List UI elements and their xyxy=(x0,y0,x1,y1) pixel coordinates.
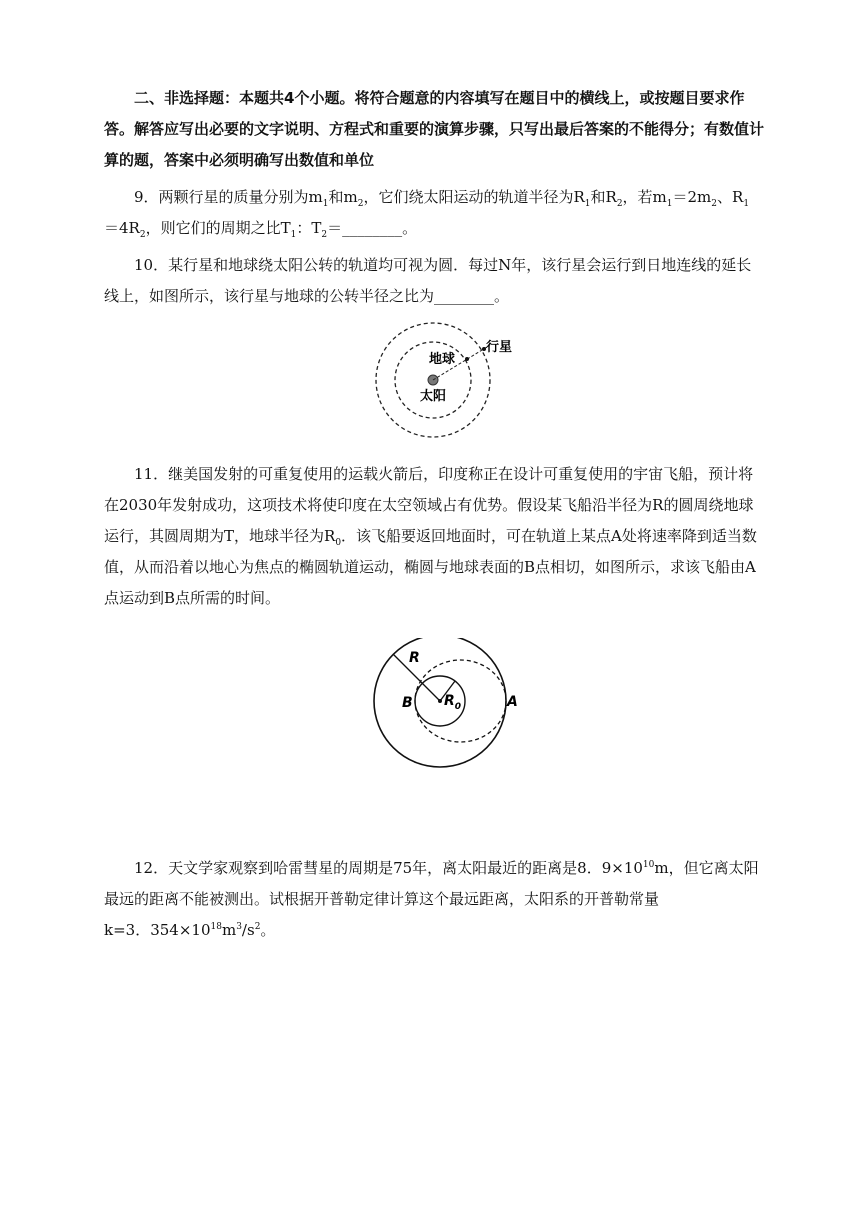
transfer-ellipse xyxy=(415,660,506,742)
q9-sub: 1 xyxy=(290,230,297,240)
earth-label: 地球 xyxy=(429,352,456,367)
q12-text: m xyxy=(221,921,237,939)
R0-label xyxy=(444,693,461,712)
R0-label-main: R xyxy=(444,693,455,709)
B-label: B xyxy=(402,695,413,711)
R0-label-sub: 0 xyxy=(454,702,462,712)
sun-label: 太阳 xyxy=(420,389,447,404)
earth-dot xyxy=(465,357,469,361)
question-11 xyxy=(104,459,764,614)
A-label: A xyxy=(507,694,518,710)
q9-text: ，若m xyxy=(622,188,667,206)
ellipse-orbit-figure xyxy=(370,638,520,768)
q12-text: m，但它离太阳最远的距离不能被测出。试根据开普勒定律计算这个最远距离，太阳系的开普勒常量 xyxy=(104,859,759,908)
q9-text: ，它们绕太阳运动的轨道半径为R xyxy=(363,188,585,206)
q11-text: ．该飞船要返回地面时，可在轨道上某点A处将速率降到适当数值，从而沿着以地心为焦点的椭圆轨道运动，椭圆与地球表面的B点相切，如图所示，求该飞船由A点运动到B点所需的时间。 xyxy=(104,527,757,607)
q9-text: 和m xyxy=(328,188,358,206)
q12-sup: 3 xyxy=(236,922,242,932)
q12-text: k=3．354×10 xyxy=(104,921,211,939)
q12-text: 12．天文学家观察到哈雷彗星的周期是75年，离太阳最近的距离是8．9×10 xyxy=(134,859,643,877)
q9-text: ＝4R xyxy=(104,219,140,237)
orbit-figure xyxy=(374,320,514,442)
q9-sub: 2 xyxy=(139,230,146,240)
q12-sup: 2 xyxy=(254,922,261,932)
q9-sub: 1 xyxy=(666,199,673,209)
R-label: R xyxy=(409,650,420,666)
q9-sub: 1 xyxy=(584,199,591,209)
q12-text: 。 xyxy=(260,921,276,939)
q9-sub: 2 xyxy=(321,230,328,240)
q9-text: ，则它们的周期之比T xyxy=(145,219,291,237)
q9-sub: 2 xyxy=(711,199,718,209)
q12-sup: 18 xyxy=(210,922,222,932)
q12-text: /s xyxy=(241,921,255,939)
planet-label: 行星 xyxy=(486,340,513,355)
q9-sub: 1 xyxy=(743,199,750,209)
q9-text: 和R xyxy=(590,188,617,206)
q9-sub: 2 xyxy=(357,199,364,209)
q9-sub: 2 xyxy=(616,199,623,209)
q9-text: ：T xyxy=(296,219,322,237)
q9-sub: 1 xyxy=(322,199,329,209)
q9-text: ＝________。 xyxy=(327,219,418,237)
question-10: 10．某行星和地球绕太阳公转的轨道均可视为圆．每过N年，该行星会运行到日地连线的延长线上，如图所示，该行星与地球的公转半径之比为________。 xyxy=(104,256,752,305)
earth-center-dot xyxy=(438,699,442,703)
q11-sub: 0 xyxy=(335,538,342,548)
q12-sup: 10 xyxy=(642,860,655,870)
question-9 xyxy=(104,182,764,244)
q9-text: 9．两颗行星的质量分别为m xyxy=(134,188,323,206)
section-heading: 二、非选择题：本题共4个小题。将符合题意的内容填写在题目中的横线上，或按题目要求作答。解答应写出必要的文字说明、方程式和重要的演算步骤，只写出最后答案的不能得分；有数值计算的题，答案中必须明确写出数值和单位 xyxy=(104,89,765,169)
q9-text: ＝2m xyxy=(672,188,712,206)
q11-text: 11．继美国发射的可重复使用的运载火箭后，印度称正在设计可重复使用的宇宙飞船，预计将在2030年发射成功，这项技术将使印度在太空领域占有优势。假设某飞船沿半径为R的圆周绕地球运行，其圆周期为T，地球半径为R xyxy=(104,465,754,545)
question-12 xyxy=(104,853,764,946)
q9-text: 、R xyxy=(717,188,744,206)
